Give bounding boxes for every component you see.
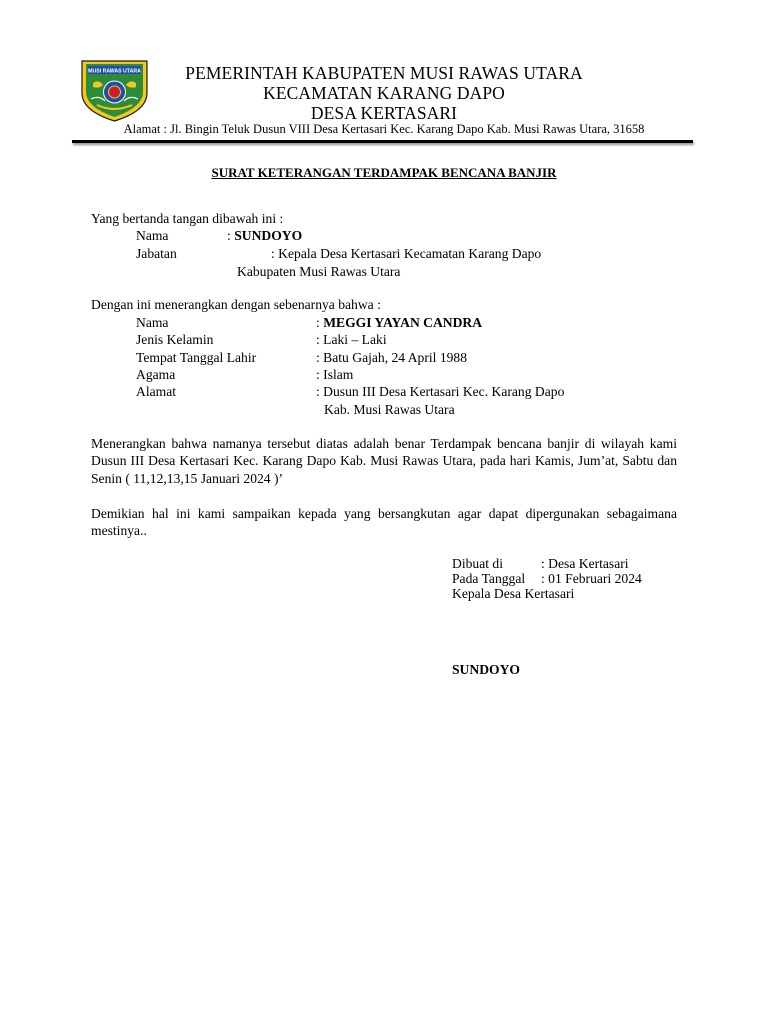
- place-value: : Desa Kertasari: [541, 556, 629, 571]
- signer-position-value: : Kepala Desa Kertasari Kecamatan Karang Dapo: [271, 246, 542, 261]
- subject-gender-value: : Laki – Laki: [316, 332, 387, 347]
- signer-intro: Yang bertanda tangan dibawah ini :: [91, 211, 284, 226]
- subject-name-label: Nama: [136, 315, 169, 330]
- place-label: Dibuat di: [452, 556, 503, 571]
- document-title: SURAT KETERANGAN TERDAMPAK BENCANA BANJIR: [211, 165, 557, 180]
- subject-birth-value: : Batu Gajah, 24 April 1988: [316, 350, 468, 365]
- subject-address-value: : Dusun III Desa Kertasari Kec. Karang Dapo: [316, 384, 565, 399]
- subject-birth-label: Tempat Tanggal Lahir: [136, 350, 257, 365]
- letterhead-village: DESA KERTASARI: [310, 103, 458, 123]
- subject-name-separator: :: [316, 315, 324, 330]
- date-value: : 01 Februari 2024: [541, 571, 642, 586]
- logo-text: MUSI RAWAS UTARA: [88, 68, 141, 75]
- letterhead-district: KECAMATAN KARANG DAPO: [263, 83, 505, 103]
- subject-religion-label: Agama: [136, 367, 176, 382]
- signer-position-label: Jabatan: [136, 246, 177, 261]
- letterhead-divider: [72, 140, 693, 143]
- subject-gender-label: Jenis Kelamin: [136, 332, 214, 347]
- subject-address-value-cont: Kab. Musi Rawas Utara: [324, 402, 455, 417]
- subject-religion-value: : Islam: [316, 367, 354, 382]
- signer-name-value: SUNDOYO: [234, 228, 303, 243]
- signature-name: SUNDOYO: [452, 662, 520, 677]
- signer-name-label: Nama: [136, 228, 169, 243]
- subject-intro: Dengan ini menerangkan dengan sebenarnya bahwa :: [91, 297, 381, 312]
- signer-name-field: [227, 227, 302, 244]
- signer-name-separator: :: [227, 228, 235, 243]
- signature-role: Kepala Desa Kertasari: [452, 586, 575, 601]
- date-label: Pada Tanggal: [452, 571, 526, 586]
- letterhead-government: PEMERINTAH KABUPATEN MUSI RAWAS UTARA: [185, 63, 583, 83]
- statement-paragraph: Menerangkan bahwa namanya tersebut diatas adalah benar Terdampak bencana banjir di wilayah kami Dusun III Desa Kertasari Kec. Karang Dapo Kab. Musi Rawas Utara, pada hari Kamis, Jum’at, Sabtu dan Senin ( 11,12,13,15 Januari 2024 )’: [91, 436, 677, 486]
- signer-position-value-cont: Kabupaten Musi Rawas Utara: [237, 264, 401, 279]
- subject-name-field: [316, 314, 482, 331]
- subject-address-label: Alamat: [136, 384, 177, 399]
- letterhead-address: Alamat : Jl. Bingin Teluk Dusun VIII Desa Kertasari Kec. Karang Dapo Kab. Musi Rawas Utara, 31658: [123, 122, 645, 136]
- closing-paragraph: Demikian hal ini kami sampaikan kepada yang bersangkutan agar dapat dipergunakan sebagaimana mestinya..: [91, 506, 677, 539]
- subject-name-value: MEGGI YAYAN CANDRA: [323, 315, 483, 330]
